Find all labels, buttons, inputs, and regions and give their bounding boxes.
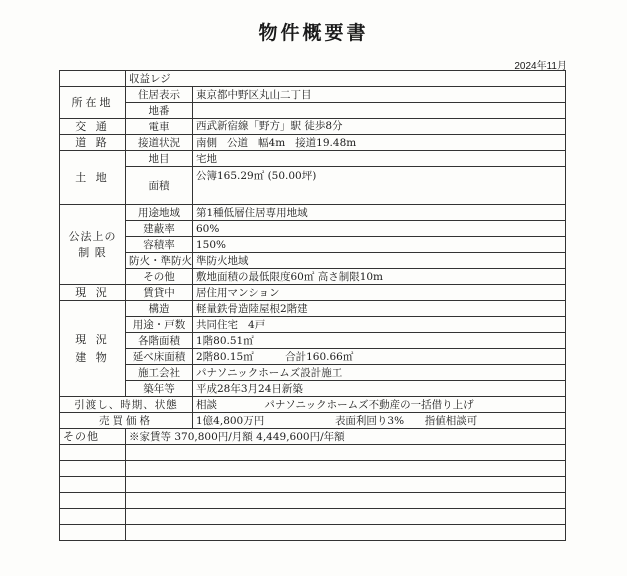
far-value: 150% (193, 237, 566, 253)
price-row (60, 413, 566, 429)
coverage-label: 建蔽率 (126, 221, 193, 237)
far-row (60, 237, 566, 253)
location-label: 所在地 (60, 87, 126, 119)
lot-value (193, 103, 566, 119)
legal-other-value: 敷地面積の最低限度60㎡ 高さ制限10m (193, 269, 566, 285)
far-label: 容積率 (126, 237, 193, 253)
page-title: 物件概要書 (258, 22, 369, 44)
age-row (60, 381, 566, 397)
coverage-value: 60% (193, 221, 566, 237)
address-value: 東京都中野区丸山二丁目 (193, 87, 566, 103)
lot-row (60, 103, 566, 119)
blank-row (60, 525, 566, 541)
age-label: 築年等 (126, 381, 193, 397)
legal-other-row (60, 269, 566, 285)
road-width: 幅4m (258, 136, 286, 149)
use-type: 共同住宅 (196, 318, 238, 331)
structure-row (60, 301, 566, 317)
handover-value (193, 397, 566, 413)
total-area-label: 延べ床面積 (126, 349, 193, 365)
handover-row (60, 397, 566, 413)
land-label: 土 地 (60, 151, 126, 205)
blank-row (60, 477, 566, 493)
current-row (60, 285, 566, 301)
other-label: その他 (60, 429, 126, 445)
road-row (60, 135, 566, 151)
coverage-row (60, 221, 566, 237)
other-rent: ※家賃等 370,800円/月額 4,449,600円/年額 (126, 429, 566, 445)
fire-label: 防火・準防火 (126, 253, 193, 269)
price-label: 売買価格 (60, 413, 193, 429)
handover-detail: パナソニックホームズ不動産の一括借り上げ (264, 398, 474, 411)
property-type: 収益レジ (126, 71, 566, 87)
road-frontage: 接道19.48m (295, 136, 357, 149)
builder-value: パナソニックホームズ設計施工 (193, 365, 566, 381)
road-side: 南側 (196, 136, 217, 149)
zoning-value: 第1種低層住居専用地域 (193, 205, 566, 221)
legal-restrictions-label (60, 205, 126, 285)
transport-label: 交 通 (60, 119, 126, 135)
total-area-sum: 合計160.66㎡ (285, 350, 354, 363)
price-note: 指値相談可 (424, 414, 478, 427)
land-area-label: 面積 (126, 167, 193, 205)
price-value: 1億4,800万円 (196, 414, 265, 427)
builder-label: 施工会社 (126, 365, 193, 381)
structure-value: 軽量鉄骨造陸屋根2階建 (193, 301, 566, 317)
building-label-line1: 現 況 (75, 332, 110, 346)
other-row (60, 429, 566, 445)
structure-label: 構造 (126, 301, 193, 317)
use-label: 用途・戸数 (126, 317, 193, 333)
train-label: 電車 (126, 119, 193, 135)
blank-row (60, 445, 566, 461)
address-row (60, 87, 566, 103)
road-label: 道 路 (60, 135, 126, 151)
building-label (60, 301, 126, 397)
document-date: 2024年11月 (514, 61, 567, 72)
floor-area-value: 1階80.51㎡ (193, 333, 566, 349)
floor-area-label: 各階面積 (126, 333, 193, 349)
building-label-line2: 建 物 (75, 350, 110, 364)
blank-row (60, 493, 566, 509)
land-category-label: 地目 (126, 151, 193, 167)
use-value (193, 317, 566, 333)
use-row (60, 317, 566, 333)
handover-term: 相談 (196, 398, 217, 411)
blank-cell (60, 71, 126, 87)
rental-status-label: 賃貸中 (126, 285, 193, 301)
floor-area-row (60, 333, 566, 349)
zoning-label: 用途地域 (126, 205, 193, 221)
lot-label: 地番 (126, 103, 193, 119)
second-floor-area: 2階80.15㎡ (196, 350, 254, 363)
blank-row (60, 509, 566, 525)
property-summary-table (59, 70, 566, 541)
road-access-label: 接道状況 (126, 135, 193, 151)
land-category-row (60, 151, 566, 167)
property-type-row (60, 71, 566, 87)
address-label: 住居表示 (126, 87, 193, 103)
total-area-value (193, 349, 566, 365)
blank-row (60, 461, 566, 477)
transport-row (60, 119, 566, 135)
train-value: 西武新宿線「野方」駅 徒歩8分 (193, 119, 566, 135)
age-value: 平成28年3月24日新築 (193, 381, 566, 397)
land-area-row (60, 167, 566, 205)
current-label: 現 況 (60, 285, 126, 301)
legal-label-line2: 制 限 (78, 245, 107, 259)
rental-status-value: 居住用マンション (193, 285, 566, 301)
land-category-value: 宅地 (193, 151, 566, 167)
builder-row (60, 365, 566, 381)
unit-count: 4戸 (248, 318, 266, 331)
handover-label: 引渡し、時期、状態 (60, 397, 193, 413)
fire-value: 準防火地域 (193, 253, 566, 269)
price-yield: 表面利回り3% (334, 414, 405, 427)
legal-label-line1: 公法上の (68, 229, 117, 243)
road-type: 公道 (227, 136, 249, 149)
total-area-row (60, 349, 566, 365)
land-area-value: 公簿165.29㎡ (50.00坪) (193, 167, 566, 205)
fire-row (60, 253, 566, 269)
legal-other-label: その他 (126, 269, 193, 285)
road-access-value (193, 135, 566, 151)
zoning-row (60, 205, 566, 221)
price-value-cell (193, 413, 566, 429)
